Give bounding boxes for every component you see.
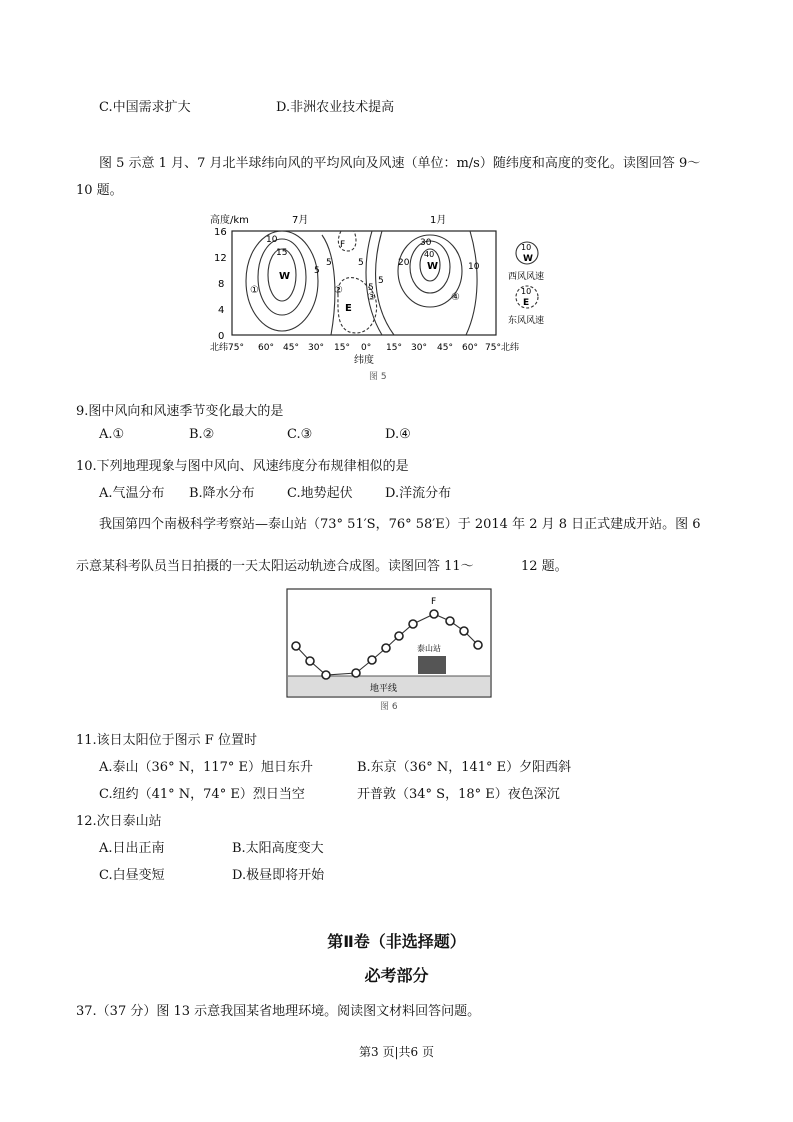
fig5-marker-3: ③ xyxy=(367,292,376,303)
figure-5-chart xyxy=(186,205,746,385)
fig5-x-tick: 0° xyxy=(361,343,372,353)
q11-stem: 11.该日太阳位于图示 F 位置时 xyxy=(76,733,257,748)
q9-option-b: B.② xyxy=(189,427,215,442)
q11-option-c: C.纽约（41° N，74° E）烈日当空 xyxy=(99,787,305,802)
intro-11-12-line2-end: 12 题。 xyxy=(521,559,568,574)
fig5-left-westerly-contours xyxy=(246,231,335,335)
fig5-x-label: 纬度 xyxy=(354,355,374,366)
fig5-contour-label: 5 xyxy=(358,258,364,268)
fig5-contour-label: 5 xyxy=(368,283,374,293)
q37-stem: 37.（37 分）图 13 示意我国某省地理环境。阅读图文材料回答问题。 xyxy=(76,1004,481,1019)
fig5-contour-label: 10 xyxy=(266,235,278,245)
q11-option-a: A.泰山（36° N，117° E）旭日东升 xyxy=(99,760,314,775)
q12-option-d: D.极昼即将开始 xyxy=(232,868,325,883)
fig5-marker-1: ① xyxy=(250,285,259,296)
q10-option-a: A.气温分布 xyxy=(99,486,165,501)
fig5-x-tick: 75°北纬 xyxy=(485,343,519,353)
q11-option-b: B.东京（36° N，141° E）夕阳西斜 xyxy=(357,760,572,775)
q10-stem: 10.下列地理现象与图中风向、风速纬度分布规律相似的是 xyxy=(76,459,409,474)
fig5-legend-west-letter: W xyxy=(523,254,533,264)
fig5-contour-label: 10 xyxy=(468,262,480,272)
q10-option-d: D.洋流分布 xyxy=(385,486,452,501)
fig5-y-tick: 12 xyxy=(214,253,227,264)
fig5-x-tick: 15° xyxy=(386,343,402,353)
q12-stem: 12.次日泰山站 xyxy=(76,814,162,829)
page-footer: 第3 页|共6 页 xyxy=(359,1045,434,1059)
q9-option-c: C.③ xyxy=(287,427,313,442)
fig5-marker-2: ② xyxy=(334,285,343,296)
fig5-contour-label: 5 xyxy=(314,266,320,276)
fig5-x-tick: 45° xyxy=(437,343,453,353)
fig6-horizon-label: 地平线 xyxy=(370,684,398,694)
q10-option-b: B.降水分布 xyxy=(189,486,255,501)
q12-option-b: B.太阳高度变大 xyxy=(232,841,324,856)
fig5-x-tick: 15° xyxy=(334,343,350,353)
fig5-x-tick: 45° xyxy=(283,343,299,353)
fig5-contour-label: 5 xyxy=(326,258,332,268)
fig5-y-tick: 8 xyxy=(218,279,225,290)
fig5-core-e-mid: E xyxy=(345,303,352,314)
q12-option-a: A.日出正南 xyxy=(99,841,165,856)
fig5-contour-label: 15 xyxy=(276,248,288,258)
figure-6-sun-path xyxy=(286,588,492,714)
fig5-caption: 图 5 xyxy=(369,372,387,382)
fig5-contour-label: F xyxy=(340,240,346,250)
fig6-caption: 图 6 xyxy=(380,702,398,712)
fig6-station-label: 泰山站 xyxy=(417,644,441,653)
q8-option-c: C.中国需求扩大 xyxy=(99,100,191,115)
q9-option-a: A.① xyxy=(99,427,125,442)
q9-option-d: D.④ xyxy=(385,427,411,442)
fig6-point-f: F xyxy=(431,597,437,607)
intro-9-10-line1: 图 5 示意 1 月、7 月北半球纬向风的平均风向及风速（单位：m/s）随纬度和高度的变化。读图回答 9～ xyxy=(99,156,701,171)
fig5-plot-frame xyxy=(232,231,496,335)
q12-option-c: C.白昼变短 xyxy=(99,868,165,883)
fig5-x-tick: 60° xyxy=(258,343,274,353)
fig5-x-tick: 60° xyxy=(462,343,478,353)
fig5-core-w-right: W xyxy=(427,261,439,272)
fig5-contour-label: 40 xyxy=(424,250,435,259)
intro-9-10-line2: 10 题。 xyxy=(76,183,123,198)
fig5-legend-east-letter: E xyxy=(523,298,530,308)
fig5-contour-label: 20 xyxy=(398,258,410,268)
fig5-legend-west-value: 10 xyxy=(521,243,532,252)
q10-option-c: C.地势起伏 xyxy=(287,486,353,501)
q9-stem: 9.图中风向和风速季节变化最大的是 xyxy=(76,404,284,419)
intro-11-12-line1: 我国第四个南极科学考察站—泰山站（73° 51′S，76° 58′E）于 2014 年 2 月 8 日正式建成开站。图 6 xyxy=(99,517,701,532)
fig5-contour-label: 5 xyxy=(378,276,384,286)
fig5-x-tick: 30° xyxy=(308,343,324,353)
fig5-y-tick: 16 xyxy=(214,227,227,238)
fig5-month-right: 1月 xyxy=(430,215,447,226)
section-subtitle: 必考部分 xyxy=(364,966,429,985)
q8-option-d: D.非洲农业技术提高 xyxy=(276,100,395,115)
fig5-core-w-left: W xyxy=(279,271,291,282)
q11-option-d: 开普敦（34° S，18° E）夜色深沉 xyxy=(357,787,560,802)
fig5-contour-label: 30 xyxy=(420,238,432,248)
intro-11-12-line2: 示意某科考队员当日拍摄的一天太阳运动轨迹合成图。读图回答 11～ xyxy=(76,559,474,574)
fig5-y-axis-label: 高度/km xyxy=(210,215,249,226)
fig5-month-left: 7月 xyxy=(292,215,309,226)
section-title: 第Ⅱ卷（非选择题） xyxy=(327,932,466,951)
fig5-y-tick: 4 xyxy=(218,305,225,316)
fig6-station-building xyxy=(418,656,446,674)
fig5-x-tick: 30° xyxy=(411,343,427,353)
fig5-marker-4: ④ xyxy=(451,292,460,303)
fig5-legend-east-label: 东风风速 xyxy=(508,316,545,326)
fig5-legend-east-value: 10 xyxy=(521,287,532,296)
fig5-y-tick: 0 xyxy=(218,331,225,342)
fig5-x-tick: 北纬75° xyxy=(210,343,244,353)
fig5-legend-west-label: 西风风速 xyxy=(508,272,545,282)
